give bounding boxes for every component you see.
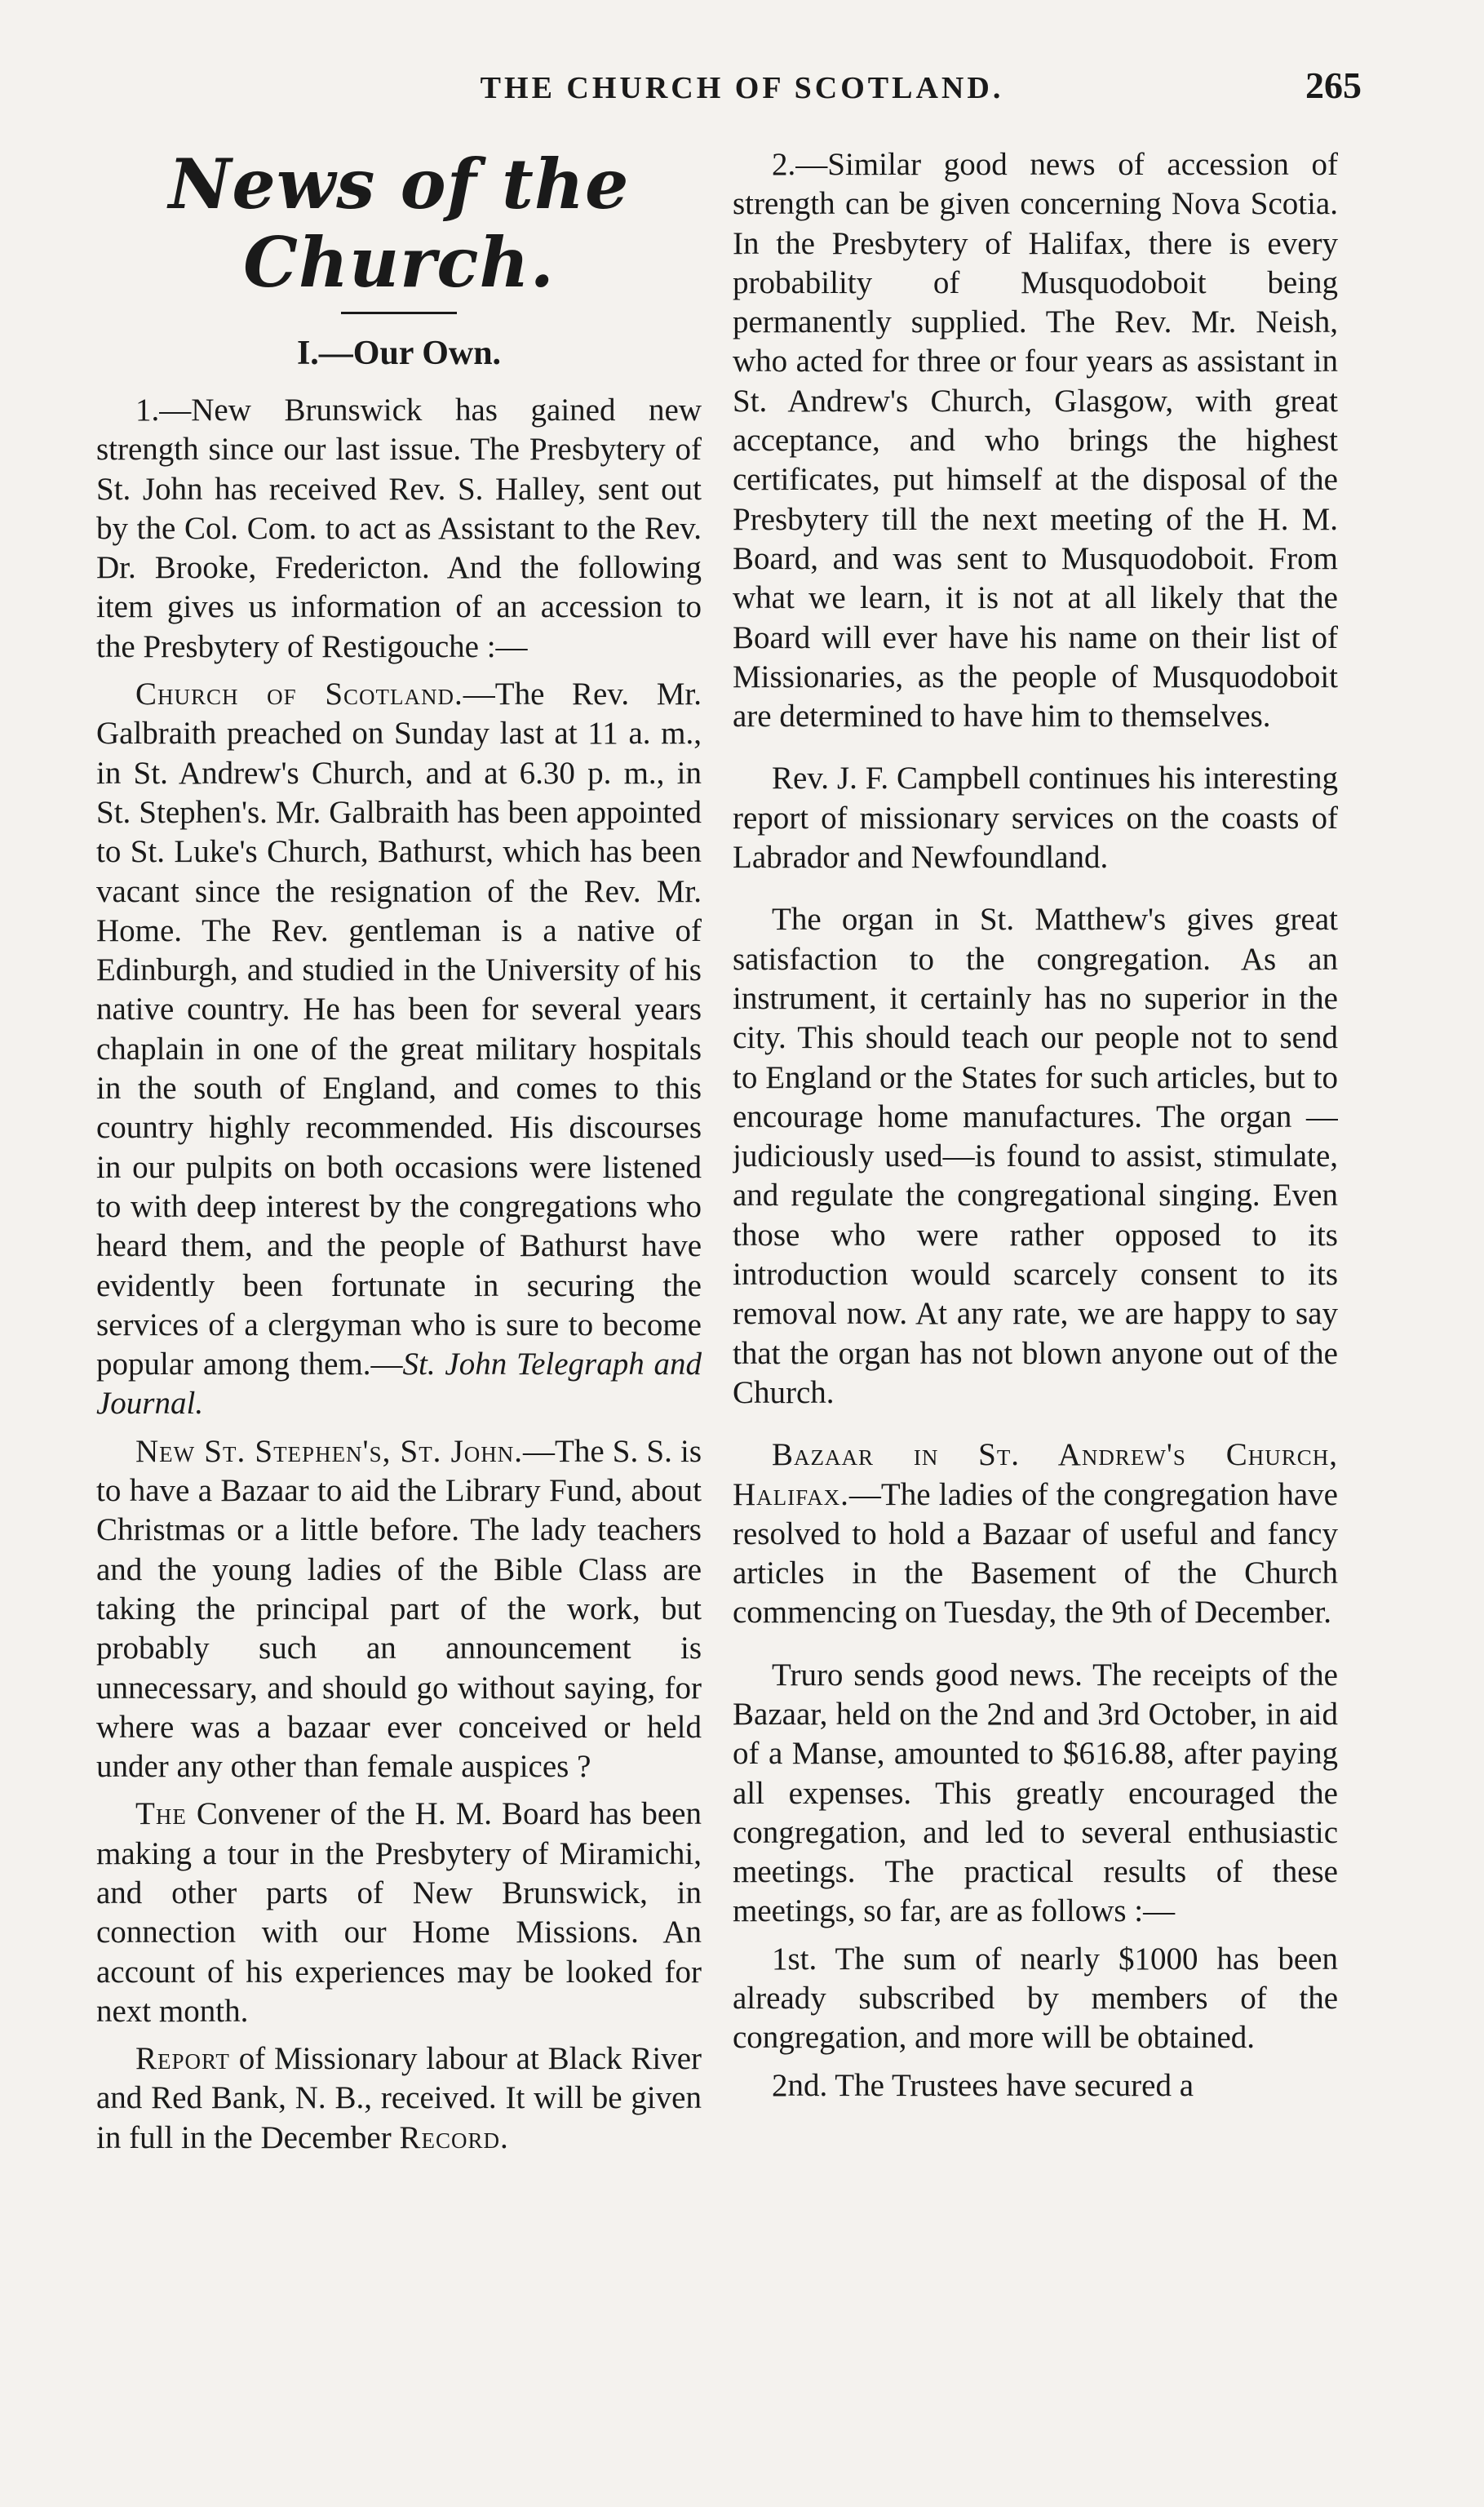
paragraph-lead: Bazaar in St. Andrew's Church, Halifax.: [733, 1437, 1338, 1512]
paragraph-lead: New St. Stephen's, St. John.: [135, 1433, 524, 1469]
paragraph-lead: Report: [135, 2041, 230, 2077]
paragraph-new-st-stephens: [96, 1432, 702, 1787]
right-column: [733, 145, 1338, 2479]
paragraph-second-result: 2nd. The Trustees have secured a: [772, 2067, 1194, 2103]
paragraph-source: St. John Telegraph and Journal.: [96, 1347, 702, 1422]
paragraph-body: —The S. S. is to have a Bazaar to aid the Library Fund, about Christmas or a little before. The lady teachers and the young ladies of the Bible Class are taking the principal part of the work, but probably such an announcement is unnecessary, and should go without saying, for where was a bazaar ever conceived or held under any other than female auspices ?: [96, 1433, 702, 1785]
section-title: News of the Church.: [168, 145, 630, 303]
title-rule: [341, 312, 457, 314]
page-number: 265: [1305, 64, 1362, 106]
paragraph-campbell: Rev. J. F. Campbell continues his interesting report of missionary services on the coasts of Labrador and Newfoundland.: [733, 761, 1338, 876]
paragraph-church-of-scotland: [96, 675, 702, 1424]
paragraph-report: [96, 2039, 702, 2158]
running-title: THE CHURCH OF SCOTLAND.: [480, 71, 1004, 105]
paragraph-bazaar-halifax: [733, 1435, 1338, 1632]
paragraph-body: —The Rev. Mr. Galbraith preached on Sunday last at 11 a. m., in St. Andrew's Church, and at 6.30 p. m., in St. Stephen's. Mr. Galbraith has been appointed to St. Luke's Church, Bathurst, which has been vacant since the resignation of the Rev. Mr. Home. The Rev. gentleman is a native of Edinburgh, and studied in the University of his native country. He has been for several years chaplain in one of the great military hospitals in the south of England, and comes to this country highly recommended. His discourses in our pulpits on both occasions were listened to with deep interest by the congregations who heard them, and the people of Bathurst have evidently been fortunate in securing the services of a clergyman who is sure to become popular among them.—: [96, 677, 702, 1382]
paragraph-lead: The: [135, 1796, 187, 1832]
paragraph-organ: The organ in St. Matthew's gives great satisfaction to the congregation. As an instrument, it certainly has no superior in the city. This should teach our people not to send to England or the States for such articles, but to encourage home manufactures. The organ —judiciously used—is found to assist, stimulate, and regulate the congregational singing. Even those who were rather opposed to its introduction would scarcely consent to its removal now. At any rate, we are happy to say that the organ has not blown anyone out of the Church.: [733, 902, 1338, 1410]
paragraph-nova-scotia: 2.—Similar good news of accession of strength can be given concerning Nova Scotia. In the Presbytery of Halifax, there is every probability of Musquodoboit being permanently supplied. The Rev. Mr. Neish, who acted for three or four years as assistant in St. Andrew's Church, Glasgow, with great acceptance, and who brings the highest certificates, put himself at the disposal of the Presbytery till the next meeting of the H. M. Board, and was sent to Musquodoboit. From what we learn, it is not at all likely that the Board will ever have his name on their list of Missionaries, as the people of Musquodoboit are determined to have him to themselves.: [733, 147, 1338, 734]
left-column: [96, 145, 702, 2479]
paragraph-body: —The ladies of the congregation have resolved to hold a Bazaar of useful and fancy articles in the Basement of the Church commencing on Tuesday, the 9th of December.: [733, 1476, 1338, 1631]
record-word: Record.: [399, 2119, 509, 2155]
subsection-title: I.—Our Own.: [296, 335, 502, 372]
paragraph-body: of Missionary labour at Black River and Red Bank, N. B., received. It will be given in full in the December: [96, 2041, 702, 2155]
paragraph-first-result: 1st. The sum of nearly $1000 has been already subscribed by members of the congregation, and more will be obtained.: [733, 1941, 1338, 2056]
paragraph-convener: [96, 1795, 702, 2031]
paragraph-lead: Church of Scotland.: [135, 677, 463, 712]
paragraph-body: Convener of the H. M. Board has been making a tour in the Presbytery of Miramichi, and other parts of New Brunswick, in connection with our Home Missions. An account of his experiences may be looked for next month.: [96, 1796, 702, 2029]
running-head: [122, 64, 1362, 113]
paragraph-truro: Truro sends good news. The receipts of the Bazaar, held on the 2nd and 3rd October, in aid of a Manse, amounted to $616.88, after paying all expenses. This greatly encouraged the congregation, and led to several enthusiastic meetings. The practical results of these meetings, so far, are as follows :—: [733, 1657, 1338, 1929]
paragraph-new-brunswick: 1.—New Brunswick has gained new strength since our last issue. The Presbytery of St. John has received Rev. S. Halley, sent out by the Col. Com. to act as Assistant to the Rev. Dr. Brooke, Fredericton. And the following item gives us information of an accession to the Presbytery of Restigouche :—: [96, 393, 702, 664]
